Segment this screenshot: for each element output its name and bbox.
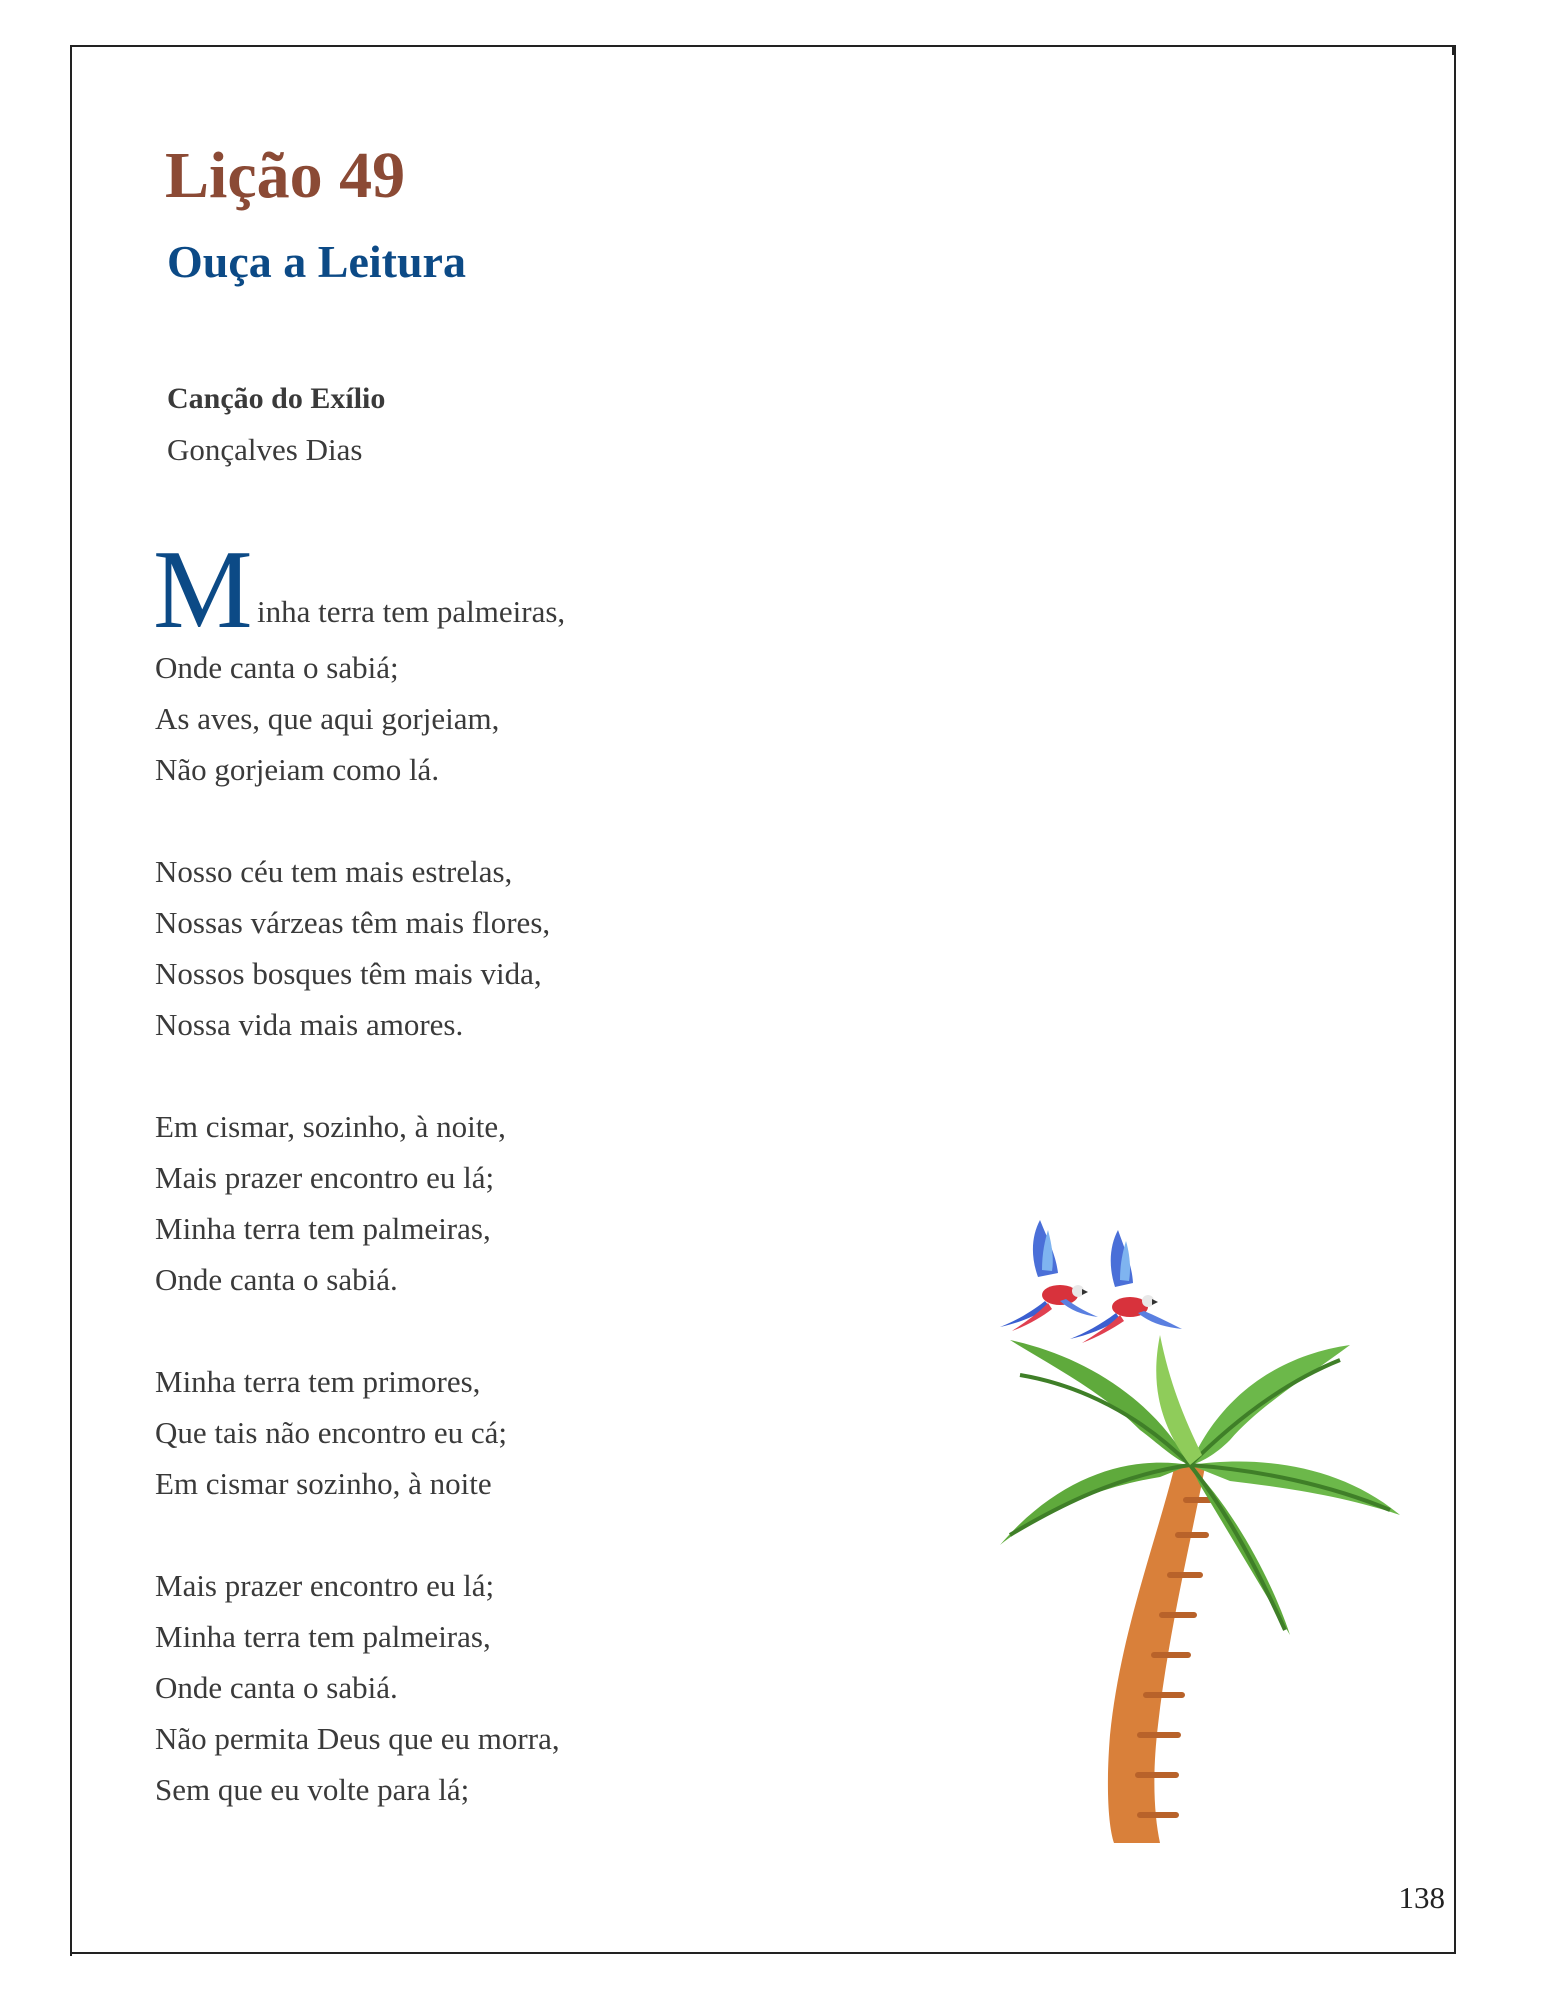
poem-line: Sem que eu volte para lá; [155,1772,470,1807]
poem-line: Nosso céu tem mais estrelas, [155,854,513,889]
poem-line: inha terra tem palmeiras, [257,594,566,629]
poem-first-line [153,528,855,652]
poem-line: Onde canta o sabiá; [155,650,399,685]
frame-corner-mark [70,1944,72,1956]
poem-title: Canção do Exílio [167,382,386,415]
poem-line: Nossa vida mais amores. [155,1007,464,1042]
lesson-title: Lição 49 [165,139,406,212]
poem-line: As aves, que aqui gorjeiam, [155,701,500,736]
frame-corner-mark [1452,45,1454,55]
poem-line: Mais prazer encontro eu lá; [155,1568,495,1603]
palm-trunk [1108,1465,1210,1843]
poem-line: Que tais não encontro eu cá; [155,1415,508,1450]
drop-cap: M [153,528,253,652]
palm-tree-with-macaws-icon [990,1215,1410,1855]
poem-line: Não permita Deus que eu morra, [155,1721,560,1756]
poem-stanza-4 [155,1356,855,1509]
poem-body [153,528,855,1866]
poem-line: Onde canta o sabiá. [155,1262,398,1297]
poem-line: Minha terra tem palmeiras, [155,1211,491,1246]
poem-stanza-2 [155,846,855,1050]
poem-line: Onde canta o sabiá. [155,1670,398,1705]
poem-stanza-1 [153,528,855,795]
poem-line: Em cismar sozinho, à noite [155,1466,492,1501]
poem-line: Em cismar, sozinho, à noite, [155,1109,506,1144]
macaw-icon [1070,1230,1182,1343]
poem-line: Minha terra tem primores, [155,1364,481,1399]
poem-line: Nossos bosques têm mais vida, [155,956,542,991]
macaw-icon [1000,1220,1098,1331]
poem-line: Nossas várzeas têm mais flores, [155,905,551,940]
page-number: 138 [1398,1880,1445,1915]
poem-author: Gonçalves Dias [167,432,363,467]
poem-stanza-3 [155,1101,855,1305]
poem-line: Não gorjeiam como lá. [155,752,440,787]
poem-line: Mais prazer encontro eu lá; [155,1160,495,1195]
poem-line: Minha terra tem palmeiras, [155,1619,491,1654]
lesson-subtitle: Ouça a Leitura [167,236,466,287]
poem-stanza-5 [155,1560,855,1815]
palm-leaves [1000,1335,1400,1635]
